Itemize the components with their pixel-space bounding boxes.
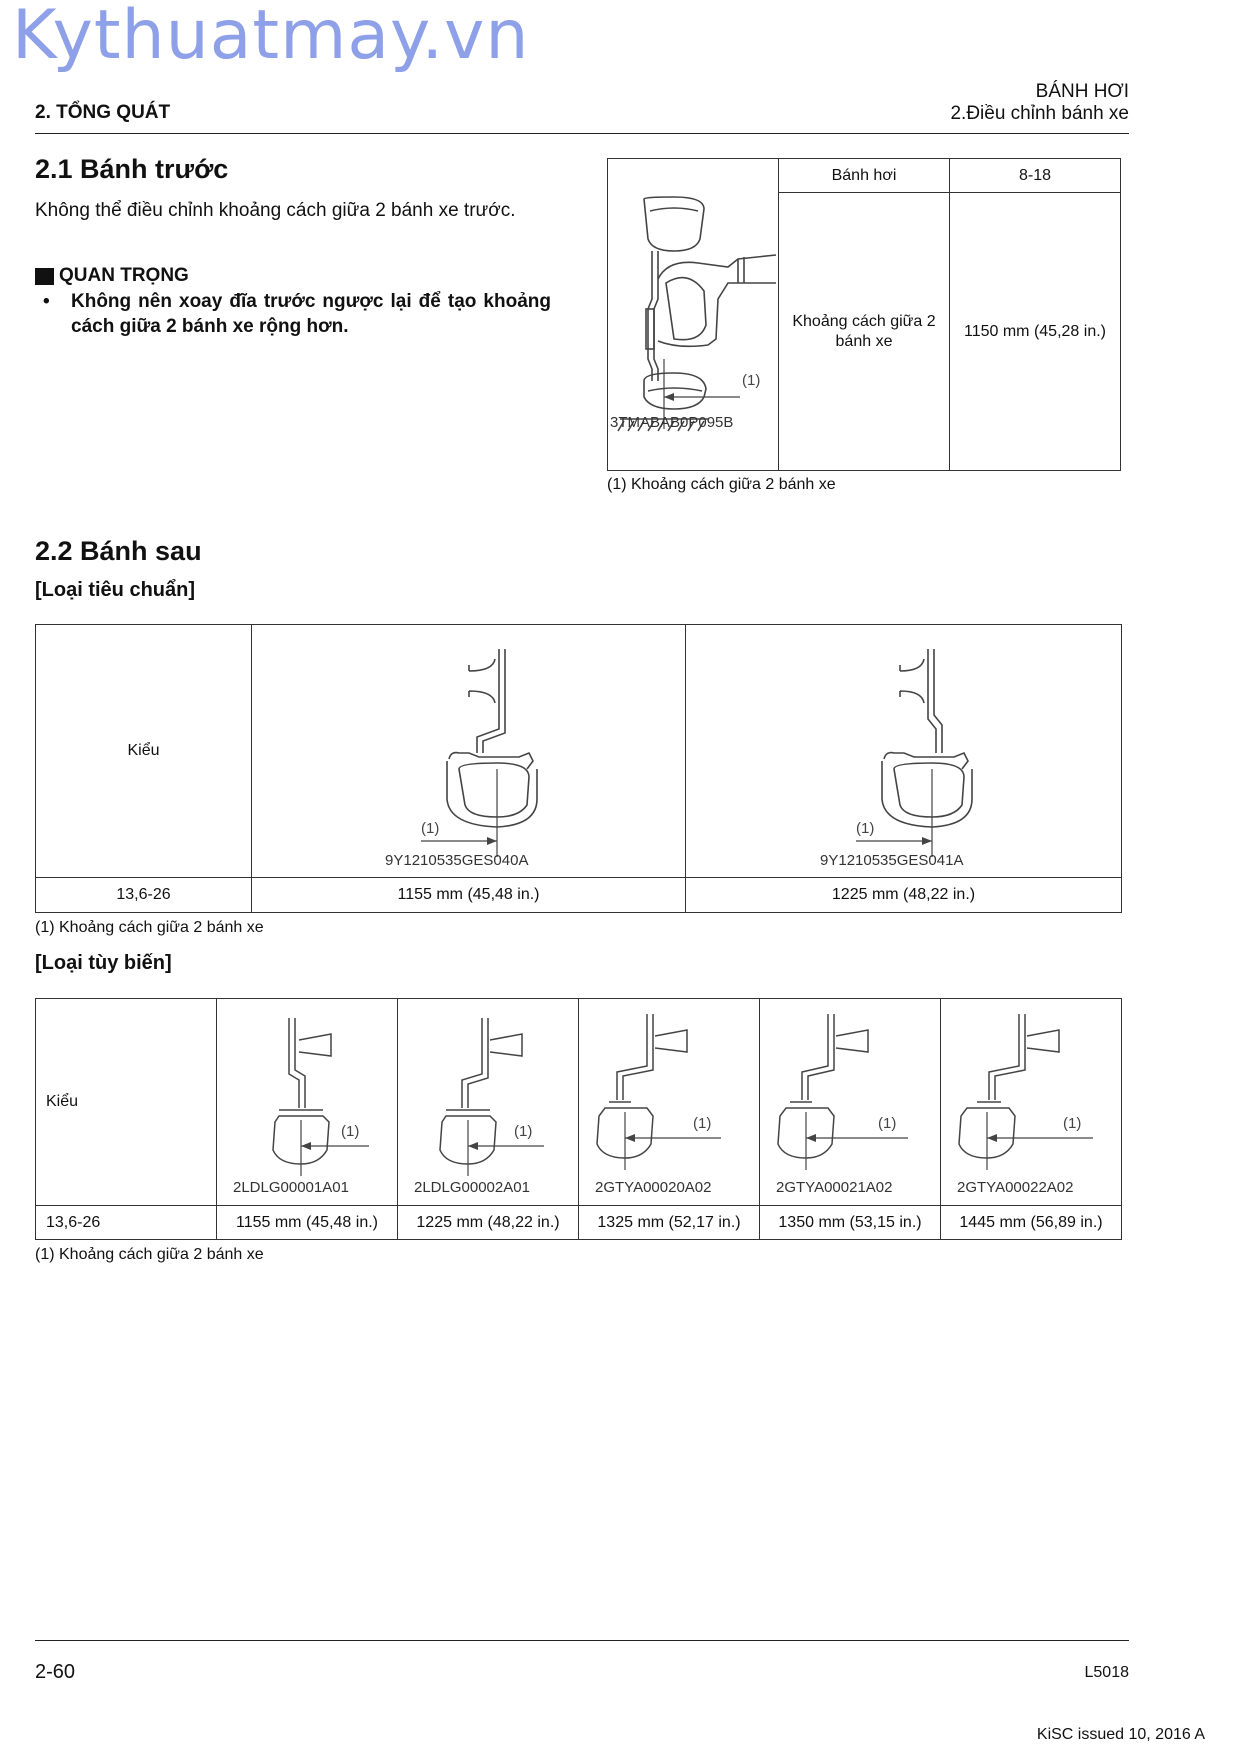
standard-figure-cell-2 (686, 625, 1122, 878)
standard-value-1: 1155 mm (45,48 in.) (252, 878, 686, 913)
front-figure-code: 3TMABAB0P095B (610, 414, 734, 431)
note-title-text: QUAN TRỌNG (59, 265, 189, 286)
custom-figure-code-1: 2LDLG00001A01 (233, 1178, 349, 1196)
custom-figure-cell-4 (760, 999, 941, 1206)
distance-value: 1150 mm (45,28 in.) (950, 193, 1121, 471)
page-number: 2-60 (35, 1661, 76, 1683)
header-rule (35, 133, 1129, 134)
standard-figure-code-2: 9Y1210535GES041A (819, 851, 963, 869)
standard-callout-1: (1) (420, 819, 439, 837)
custom-callout-5: (1) (1063, 1114, 1082, 1132)
custom-callout-1: (1) (341, 1122, 360, 1140)
tire-header-label: Bánh hơi (779, 159, 950, 193)
custom-figure-4 (762, 1000, 938, 1200)
custom-figure-1 (219, 1000, 395, 1200)
standard-tire-size: 13,6-26 (36, 878, 252, 913)
custom-figure-3 (581, 1000, 757, 1200)
note-square-icon (35, 268, 54, 285)
standard-caption: (1) Khoảng cách giữa 2 bánh xe (35, 919, 264, 936)
front-wheel-figure-cell (608, 159, 779, 471)
custom-figure-cell-3 (579, 999, 760, 1206)
custom-subheading: [Loại tùy biến] (35, 952, 172, 974)
standard-value-2: 1225 mm (48,22 in.) (686, 878, 1122, 913)
custom-callout-3: (1) (693, 1114, 712, 1132)
custom-figure-cell-5 (941, 999, 1122, 1206)
custom-figure-code-2: 2LDLG00002A01 (414, 1178, 530, 1196)
custom-value-1: 1155 mm (45,48 in.) (217, 1206, 398, 1240)
custom-value-5: 1445 mm (56,89 in.) (941, 1206, 1122, 1240)
custom-rear-table (35, 998, 1122, 1240)
rear-heading: 2.2 Bánh sau (35, 536, 202, 566)
custom-tire-size: 13,6-26 (36, 1206, 217, 1240)
front-wheel-figure (608, 159, 778, 437)
custom-callout-4: (1) (878, 1114, 897, 1132)
standard-figure-code-1: 9Y1210535GES040A (384, 851, 528, 869)
section-title: BÁNH HƠI (1035, 81, 1129, 102)
standard-rear-table (35, 624, 1122, 913)
front-figure-callout: (1) (742, 372, 761, 389)
custom-figure-5 (943, 1000, 1119, 1200)
custom-figure-code-5: 2GTYA00022A02 (957, 1178, 1074, 1196)
front-heading: 2.1 Bánh trước (35, 154, 229, 184)
custom-figure-cell-2 (398, 999, 579, 1206)
important-note-item (35, 289, 551, 339)
custom-caption: (1) Khoảng cách giữa 2 bánh xe (35, 1246, 264, 1263)
chapter-title: 2. TỔNG QUÁT (35, 102, 171, 123)
standard-figure-1 (369, 629, 569, 869)
custom-figure-code-4: 2GTYA00021A02 (776, 1178, 893, 1196)
custom-figure-2 (400, 1000, 576, 1200)
custom-callout-2: (1) (514, 1122, 533, 1140)
standard-subheading: [Loại tiêu chuẩn] (35, 579, 195, 601)
front-body: Không thể điều chỉnh khoảng cách giữa 2 bánh xe trước. (35, 200, 516, 221)
subsection-title: 2.Điều chỉnh bánh xe (950, 103, 1129, 124)
custom-figure-code-3: 2GTYA00020A02 (595, 1178, 712, 1196)
important-note-title (35, 265, 189, 287)
watermark-logo: Kythuatmay.vn (12, 0, 530, 75)
distance-label: Khoảng cách giữa 2 bánh xe (779, 193, 950, 471)
front-caption: (1) Khoảng cách giữa 2 bánh xe (607, 476, 836, 493)
standard-figure-2 (804, 629, 1004, 869)
tire-header-value: 8-18 (950, 159, 1121, 193)
front-wheel-table (607, 158, 1121, 471)
standard-type-header: Kiểu (36, 625, 252, 878)
custom-figure-cell-1 (217, 999, 398, 1206)
bullet-icon: • (43, 291, 50, 312)
custom-type-header: Kiểu (36, 999, 217, 1206)
model-code: L5018 (1084, 1664, 1129, 1681)
custom-value-2: 1225 mm (48,22 in.) (398, 1206, 579, 1240)
custom-value-4: 1350 mm (53,15 in.) (760, 1206, 941, 1240)
issue-info: KiSC issued 10, 2016 A (1036, 1726, 1205, 1743)
footer-rule (35, 1640, 1129, 1641)
standard-callout-2: (1) (855, 819, 874, 837)
note-item-text: Không nên xoay đĩa trước ngược lại để tạo khoảng cách giữa 2 bánh xe rộng hơn. (71, 291, 551, 337)
custom-value-3: 1325 mm (52,17 in.) (579, 1206, 760, 1240)
standard-figure-cell-1 (252, 625, 686, 878)
